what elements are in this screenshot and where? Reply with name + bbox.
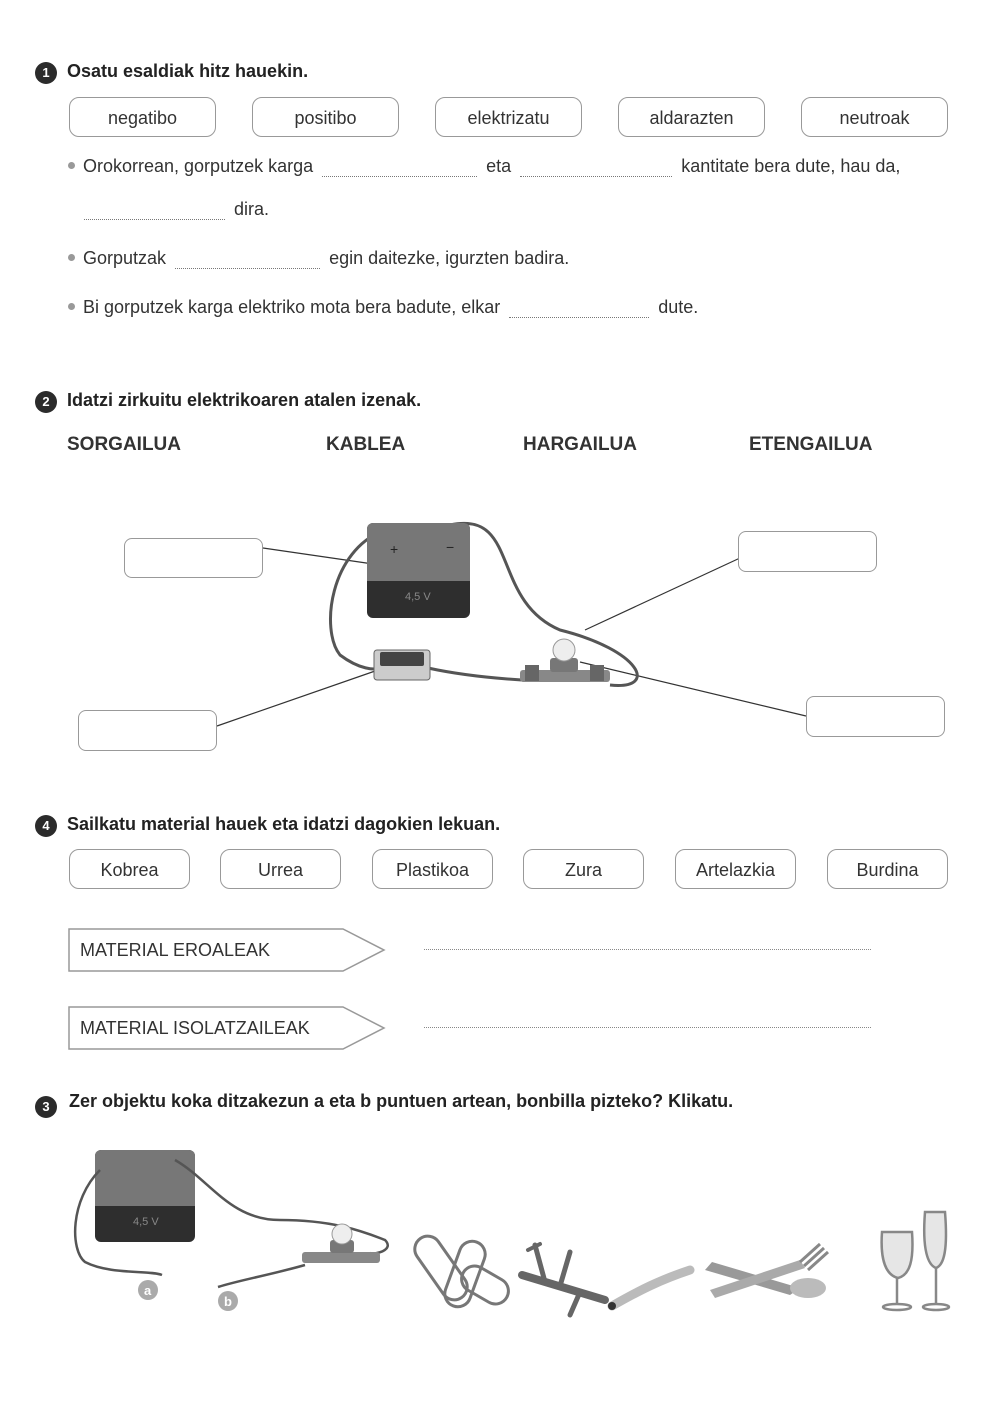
part-name-hargailua: HARGAILUA: [523, 434, 637, 455]
glasses-icon: [882, 1212, 949, 1310]
battery-voltage: 4,5 V: [133, 1216, 159, 1228]
leader-line-switch: [217, 670, 378, 726]
point-a-label: a: [144, 1283, 152, 1298]
word-chip-positibo[interactable]: positibo: [252, 97, 399, 137]
sentence-text: kantitate bera dute, hau da,: [681, 156, 901, 176]
bullet-dot: [68, 254, 75, 261]
sentence-text: Orokorrean, gorputzek karga: [83, 156, 314, 176]
sentence-text: Gorputzak: [83, 248, 167, 268]
blank-input[interactable]: [175, 250, 320, 269]
answer-box-generator[interactable]: [124, 538, 263, 578]
wire-b: [218, 1265, 305, 1287]
section-3-title: Zer objektu koka ditzakezun a eta b puntuen artean, bonbilla pizteko? Klikatu.: [69, 1091, 734, 1111]
material-chip-urrea[interactable]: Urrea: [220, 849, 341, 889]
wire-to-bulb: [175, 1160, 388, 1253]
section-1-title: Osatu esaldiak hitz hauekin.: [67, 61, 309, 81]
section-1-number: 1: [35, 62, 57, 84]
answer-box-bulb[interactable]: [806, 696, 945, 737]
section-3-number: 3: [35, 1096, 57, 1118]
blank-input[interactable]: [509, 299, 649, 318]
sentence-text: egin daitezke, igurzten badira.: [329, 248, 570, 268]
paperclips-icon: [410, 1231, 513, 1310]
part-name-kablea: KABLEA: [326, 434, 406, 455]
section-4-title: Sailkatu material hauek eta idatzi dagokien lekuan.: [67, 814, 501, 834]
wire-right: [450, 523, 637, 685]
sentence-text: Bi gorputzek karga elektriko mota bera badute, elkar: [83, 297, 501, 317]
section-4-number: 4: [35, 815, 57, 837]
answer-box-switch[interactable]: [78, 710, 217, 751]
material-chip-kobrea[interactable]: Kobrea: [69, 849, 190, 889]
section-2-title: Idatzi zirkuitu elektrikoaren atalen izenak.: [67, 390, 422, 410]
bulb-icon: [302, 1224, 380, 1263]
cutlery-icon: [705, 1244, 828, 1298]
material-chip-artelazkia[interactable]: Artelazkia: [675, 849, 796, 889]
bullet-dot: [68, 303, 75, 310]
answer-line-insulators[interactable]: [424, 1027, 871, 1028]
plus-sign: +: [390, 541, 399, 557]
blank-input[interactable]: [520, 158, 672, 177]
word-chip-negatibo[interactable]: negatibo: [69, 97, 216, 137]
word-chip-neutroak[interactable]: neutroak: [801, 97, 948, 137]
battery-voltage: 4,5 V: [405, 591, 431, 603]
switch-icon: [374, 650, 430, 680]
part-name-etengailua: ETENGAILUA: [749, 434, 873, 455]
battery-icon: [367, 523, 470, 618]
blank-input[interactable]: [84, 201, 225, 220]
sentence-1: [68, 156, 900, 177]
answer-line-conductors[interactable]: [424, 949, 871, 950]
sentence-text: dira.: [234, 199, 270, 219]
category-conductors: MATERIAL EROALEAK: [80, 940, 271, 960]
bulb-icon: [520, 639, 610, 682]
leader-line-generator: [263, 548, 380, 565]
answer-box-cable[interactable]: [738, 531, 877, 572]
material-chip-zura[interactable]: Zura: [523, 849, 644, 889]
material-chip-burdina[interactable]: Burdina: [827, 849, 948, 889]
sentence-text: eta: [486, 156, 512, 176]
wire-icon: [608, 1270, 690, 1310]
wire-middle: [428, 668, 522, 680]
word-chip-elektrizatu[interactable]: elektrizatu: [435, 97, 582, 137]
material-chip-plastikoa[interactable]: Plastikoa: [372, 849, 493, 889]
circuit-objects-illustration: [0, 1140, 1000, 1320]
section-2-number: 2: [35, 391, 57, 413]
word-chip-aldarazten[interactable]: aldarazten: [618, 97, 765, 137]
sentence-text: dute.: [658, 297, 699, 317]
leader-line-cable: [585, 558, 740, 630]
twig-icon: [522, 1244, 605, 1315]
leader-line-bulb: [580, 662, 806, 716]
category-insulators: MATERIAL ISOLATZAILEAK: [80, 1018, 310, 1038]
sentence-3: [68, 297, 698, 318]
minus-sign: −: [446, 539, 455, 555]
part-name-sorgailua: SORGAILUA: [67, 434, 181, 455]
sentence-2: [68, 248, 569, 269]
bullet-dot: [68, 162, 75, 169]
point-b-label: b: [224, 1294, 232, 1309]
sentence-1-continued: [84, 199, 269, 220]
blank-input[interactable]: [322, 158, 477, 177]
